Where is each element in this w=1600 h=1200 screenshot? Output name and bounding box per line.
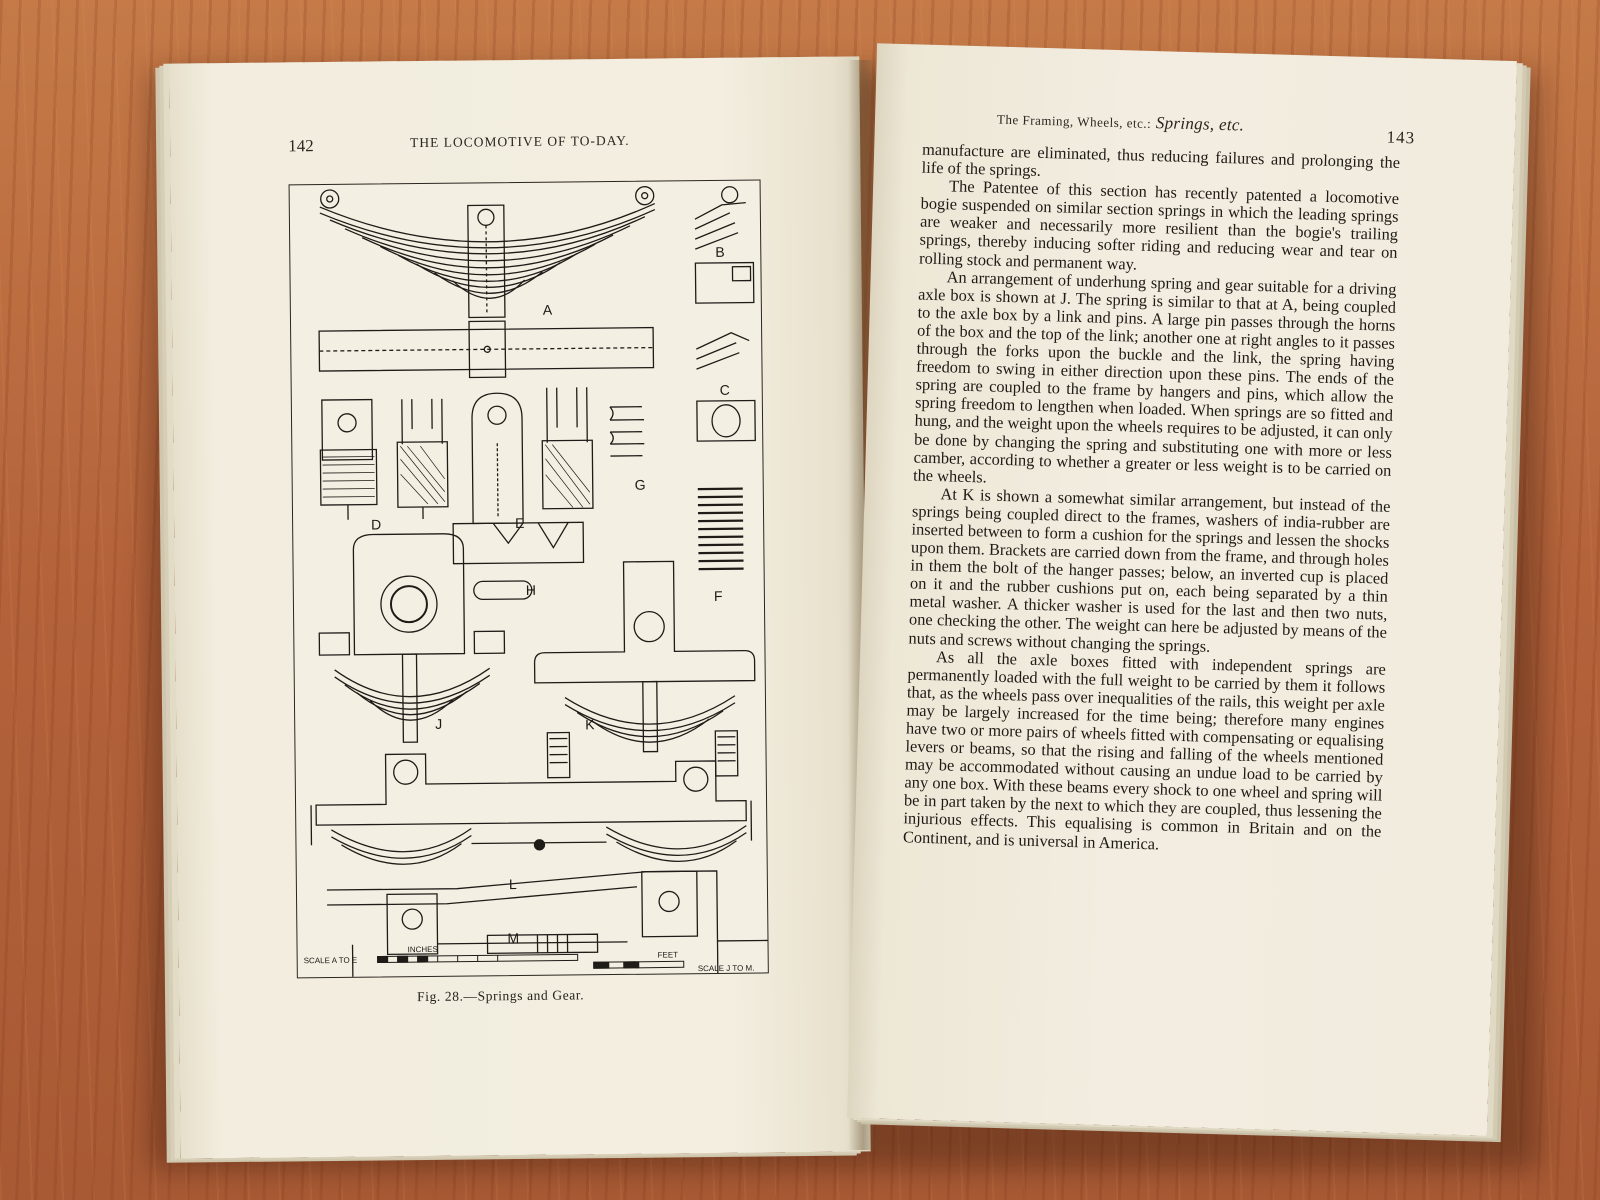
part-d-fork-drawing (397, 399, 448, 520)
label-l: L (508, 876, 517, 893)
label-j: J (435, 715, 443, 732)
figure-caption: Fig. 28.—Springs and Gear. (416, 987, 585, 1005)
left-running-title: THE LOCOMOTIVE OF TO-DAY. (410, 132, 630, 151)
label-f: F (713, 587, 723, 604)
scale-left-unit: INCHES (407, 944, 438, 955)
left-page (169, 56, 870, 1158)
label-m: M (507, 930, 520, 947)
label-d: D (371, 516, 382, 533)
left-page-number: 142 (288, 136, 314, 156)
label-e: E (515, 514, 525, 532)
spring-a-drawing (320, 187, 656, 320)
part-g-drawing (610, 407, 645, 456)
part-h-drawing (453, 522, 584, 599)
scale-bars-drawing (378, 953, 684, 970)
right-running-title (997, 109, 1245, 136)
label-k: K (585, 716, 595, 733)
scale-left-label: SCALE A TO E (303, 955, 358, 966)
paragraph-4: At K is shown a somewhat similar arrangement, but instead of the springs being coupled direct to the frames, washers of india-rubber are inserted between to form a cushion for the springs and lessen the shocks upon them. Brackets are carried down from the frame, and through holes in them the bolt of the hanger passes; below, an inverted cup is placed on it and the rubber cushions put on, each being separated by a thin metal washer. A thicker washer is used for the last and then two nuts, one checking the other. The weight can here be adjusted by means of the nuts and screws without changing the springs. (908, 484, 1391, 656)
label-b: B (715, 243, 725, 260)
paragraph-5: As all the axle boxes fitted with independent springs are permanently loaded with the full weight to be carried by them it follows that, as the wheels pass over inequalities of the rails, this weight per axle may be largely increased for the time being; therefore many engines have two or more pairs of wheels fitted with compensating or equalising levers or beams, so that the rising and falling of the wheels mentioned may be accommodated without causing an undue load to be carried by any one box. With these beams every shock to one wheel and spring will be in part taken by the next to which they are coupled, thus lessening the injurious effects. This equalising is common in Britain and on the Continent, and is universal in America. (902, 646, 1387, 854)
label-a: A (542, 301, 553, 318)
scale-right-unit: FEET (657, 950, 679, 960)
part-d-drawing (320, 399, 377, 520)
paragraph-2: The Patentee of this section has recently patented a locomotive bogie suspended on similar section springs in which the leading springs are weaker and necessarily more resilient than the bogie's trailing springs, thereby inducing softer riding and reducing wear and tear on rolling stock and permanent way. (918, 176, 1400, 274)
right-page-number: 143 (1386, 127, 1416, 148)
running-title-italic: Springs, etc. (1155, 113, 1245, 135)
scale-right-label: SCALE J TO M. (697, 963, 755, 974)
label-h: H (525, 581, 537, 598)
right-page (847, 43, 1517, 1135)
gear-m-drawing (327, 870, 768, 977)
running-title-main: The Framing, Wheels, etc.: (996, 111, 1152, 131)
part-e-drawing (472, 387, 593, 523)
coil-spring-f-drawing (698, 489, 744, 569)
paragraph-1: manufacture are eliminated, thus reducing failures and prolonging the life of the springs. (921, 139, 1401, 180)
body-text (903, 141, 1401, 860)
paragraph-3: An arrangement of underhung spring and gear suitable for a driving axle box is shown at J. The spring is similar to that at A, being coupled to the axle box by a link and pins. A large pin passes through the horns of the box and the top of the link; another one at right angles to it passes through the forks upon the buckle and the link, the spring having freedom to swing in either direction upon these pins. The ends of the spring are coupled to the frame by hangers and pins, which allow the spring freedom to lengthen when loaded. When springs are so fitted and hung, and the weight upon the wheels requires to be adjusted, it can only be done by changing the spring and substituting one with more or less camber, according to whether a greater or less weight is to be carried on the wheels. (912, 266, 1397, 487)
spring-a-plan-drawing (319, 320, 654, 379)
label-g: G (634, 476, 646, 493)
label-c: C (719, 381, 730, 398)
gear-l-drawing (311, 751, 752, 866)
figure-plate (289, 179, 769, 978)
springs-and-gear-drawing (290, 180, 768, 977)
gear-j-drawing (318, 533, 505, 743)
